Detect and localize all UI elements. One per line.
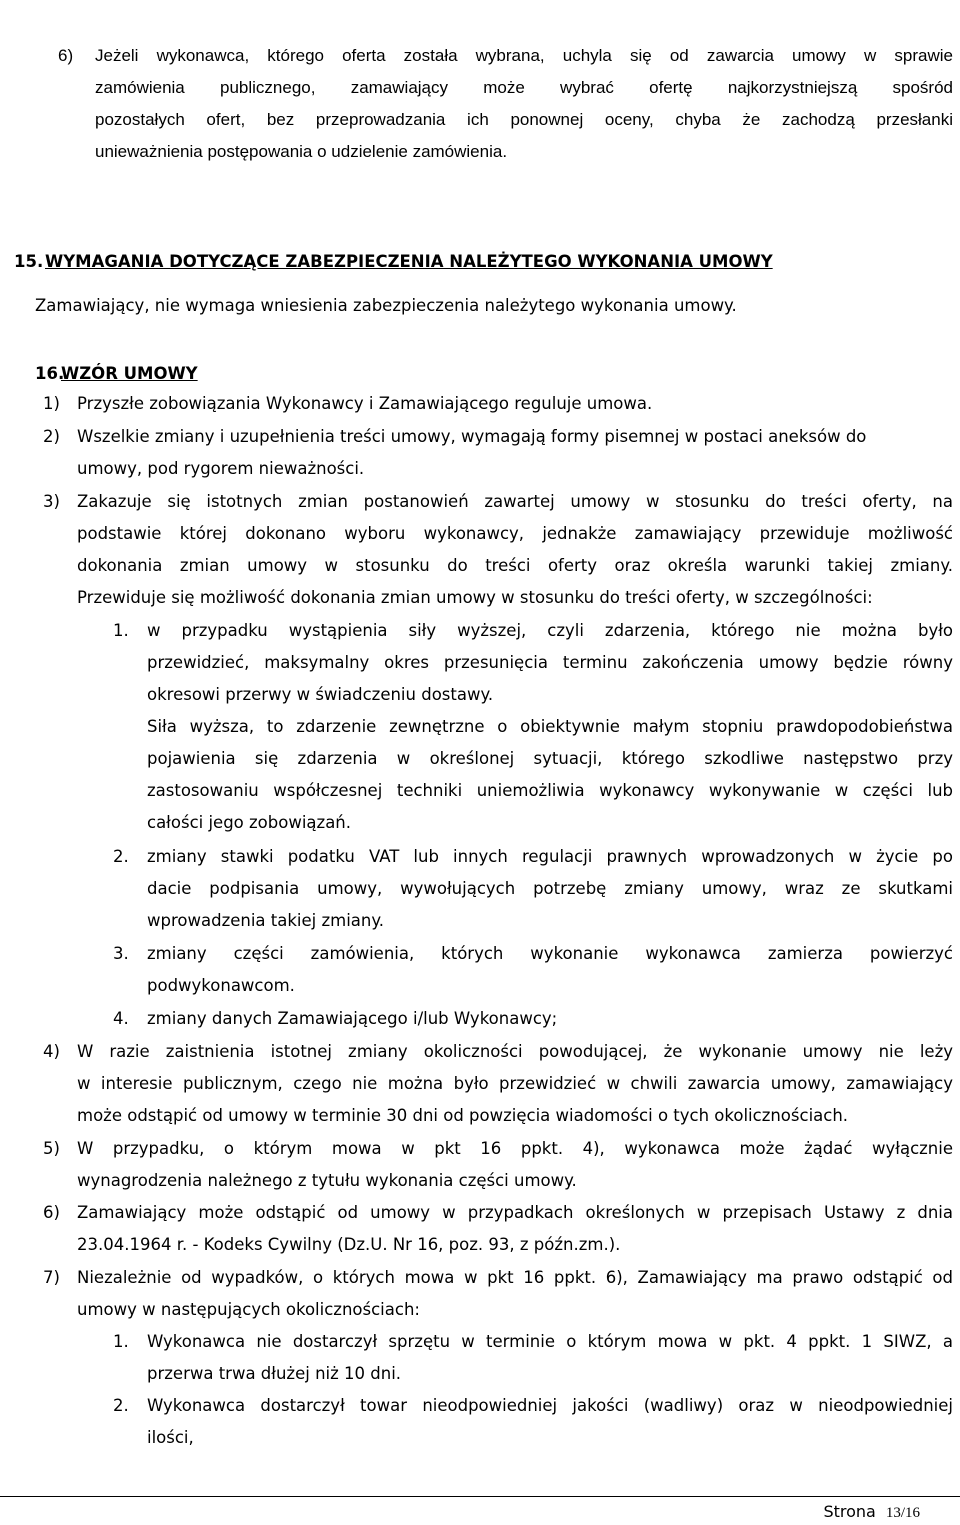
- section-number: 15.: [14, 252, 44, 271]
- page-number: 13/16: [885, 1505, 920, 1521]
- text-line: ilości,: [147, 1428, 194, 1447]
- text-line: Niezależnie od wypadków, o których mowa w pkt 16 ppkt. 6), Zamawiający ma prawo odstąpić od: [77, 1268, 953, 1287]
- text-line: 23.04.1964 r. - Kodeks Cywilny (Dz.U. Nr 16, poz. 93, z późn.zm.).: [77, 1235, 621, 1254]
- item-number: 1): [43, 394, 60, 413]
- subitem-number: 3.: [113, 944, 129, 963]
- text-line: dacie podpisania umowy, wywołujących potrzebę zmiany umowy, wraz ze skutkami: [147, 879, 953, 898]
- section-title: WZÓR UMOWY: [61, 364, 198, 383]
- text-line: zastosowaniu współczesnej techniki uniemożliwia wykonawcy wykonywanie w części lub: [147, 781, 953, 800]
- text-line: W razie zaistnienia istotnej zmiany okoliczności powodującej, że wykonanie umowy nie leży: [77, 1042, 953, 1061]
- text-line: Wykonawca nie dostarczył sprzętu w terminie o którym mowa w pkt. 4 ppkt. 1 SIWZ, a: [147, 1332, 953, 1351]
- text-line: w przypadku wystąpienia siły wyższej, czyli zdarzenia, którego nie można było: [147, 621, 953, 640]
- text-line: zmiany stawki podatku VAT lub innych regulacji prawnych wprowadzonych w życie po: [147, 847, 953, 866]
- text-line: Zakazuje się istotnych zmian postanowień zawartej umowy w stosunku do treści oferty, na: [77, 492, 953, 511]
- item-number: 4): [43, 1042, 60, 1061]
- item-16-5: [0, 1133, 960, 1197]
- text-line: unieważnienia postępowania o udzielenie zamówienia.: [95, 142, 508, 161]
- text-line: umowy, pod rygorem nieważności.: [77, 459, 365, 478]
- item-number: 7): [43, 1268, 60, 1287]
- text-line: podwykonawcom.: [147, 976, 295, 995]
- text-line: przewidzieć, maksymalny okres przesunięcia terminu zakończenia umowy będzie równy: [147, 653, 953, 672]
- section-title: WYMAGANIA DOTYCZĄCE ZABEZPIECZENIA NALEŻYTEGO WYKONANIA UMOWY: [45, 252, 773, 271]
- section-number: 16.: [35, 364, 65, 383]
- subitem-1: [0, 615, 960, 839]
- item-number: 3): [43, 492, 60, 511]
- text-line: W przypadku, o którym mowa w pkt 16 ppkt. 4), wykonawca może żądać wyłącznie: [77, 1139, 953, 1158]
- text-line: wprowadzenia takiej zmiany.: [147, 911, 385, 930]
- paragraph-number: 6): [58, 46, 74, 65]
- text-line: może odstąpić od umowy w terminie 30 dni od powzięcia wiadomości o tych okolicznościach.: [77, 1106, 849, 1125]
- subitem-3: [0, 938, 960, 1002]
- text-line: dokonania zmian umowy w stosunku do treści oferty oraz określa warunki takiej zmiany.: [77, 556, 953, 575]
- item-number: 2): [43, 427, 60, 446]
- item-text: Przyszłe zobowiązania Wykonawcy i Zamawiającego reguluje umowa.: [77, 394, 653, 413]
- text-line: Jeżeli wykonawca, którego oferta została wybrana, uchyla się od zawarcia umowy w sprawie: [95, 46, 953, 65]
- text-line: zamówienia publicznego, zamawiający może wybrać ofertę najkorzystniejszą spośród: [95, 78, 953, 97]
- subitem-7-2: [0, 1390, 960, 1454]
- page-footer: [823, 1500, 920, 1525]
- subitem-2: [0, 841, 960, 937]
- text-line: umowy w następujących okolicznościach:: [77, 1300, 420, 1319]
- text-line: przerwa trwa dłużej niż 10 dni.: [147, 1364, 402, 1383]
- page-label: Strona: [823, 1502, 876, 1521]
- subitem-number: 1.: [113, 621, 129, 640]
- text-line: Siła wyższa, to zdarzenie zewnętrzne o obiektywnie małym stopniu prawdopodobieństwa: [147, 717, 953, 736]
- subitem-number: 2.: [113, 847, 129, 866]
- text-line: całości jego zobowiązań.: [147, 813, 352, 832]
- subitem-number: 1.: [113, 1332, 129, 1351]
- subitem-number: 2.: [113, 1396, 129, 1415]
- text-line: wynagrodzenia należnego z tytułu wykonania części umowy.: [77, 1171, 577, 1190]
- footer-divider: [0, 1496, 960, 1497]
- text-line: zmiany części zamówienia, których wykonanie wykonawca zamierza powierzyć: [147, 944, 953, 963]
- paragraph-text: Zamawiający, nie wymaga wniesienia zabezpieczenia należytego wykonania umowy.: [35, 296, 737, 315]
- text-line: podstawie której dokonano wyboru wykonawcy, jednakże zamawiający przewiduje możliwość: [77, 524, 953, 543]
- text-line: pozostałych ofert, bez przeprowadzania ich ponownej oceny, chyba że zachodzą przesłanki: [95, 110, 953, 129]
- item-16-4: [0, 1036, 960, 1132]
- text-line: Wykonawca dostarczył towar nieodpowiedniej jakości (wadliwy) oraz w nieodpowiedniej: [147, 1396, 953, 1415]
- subitem-7-1: [0, 1326, 960, 1390]
- item-number: 6): [43, 1203, 60, 1222]
- text-line: Wszelkie zmiany i uzupełnienia treści umowy, wymagają formy pisemnej w postaci aneksów do: [77, 427, 867, 446]
- item-16-2: [0, 421, 960, 485]
- text-line: zmiany danych Zamawiającego i/lub Wykonawcy;: [147, 1009, 558, 1028]
- item-16-7: [0, 1262, 960, 1326]
- paragraph-6-previous: [0, 40, 960, 168]
- text-line: Zamawiający może odstąpić od umowy w przypadkach określonych w przepisach Ustawy z dnia: [77, 1203, 953, 1222]
- text-line: Przewiduje się możliwość dokonania zmian umowy w stosunku do treści oferty, w szczególności:: [77, 588, 873, 607]
- item-16-3: [0, 486, 960, 614]
- text-line: okresowi przerwy w świadczeniu dostawy.: [147, 685, 494, 704]
- text-line: w interesie publicznym, czego nie można było przewidzieć w chwili zawarcia umowy, zamawiający: [77, 1074, 953, 1093]
- text-line: pojawienia się zdarzenia w określonej sytuacji, którego szkodliwe następstwo przy: [147, 749, 953, 768]
- item-16-6: [0, 1197, 960, 1261]
- item-number: 5): [43, 1139, 60, 1158]
- subitem-number: 4.: [113, 1009, 129, 1028]
